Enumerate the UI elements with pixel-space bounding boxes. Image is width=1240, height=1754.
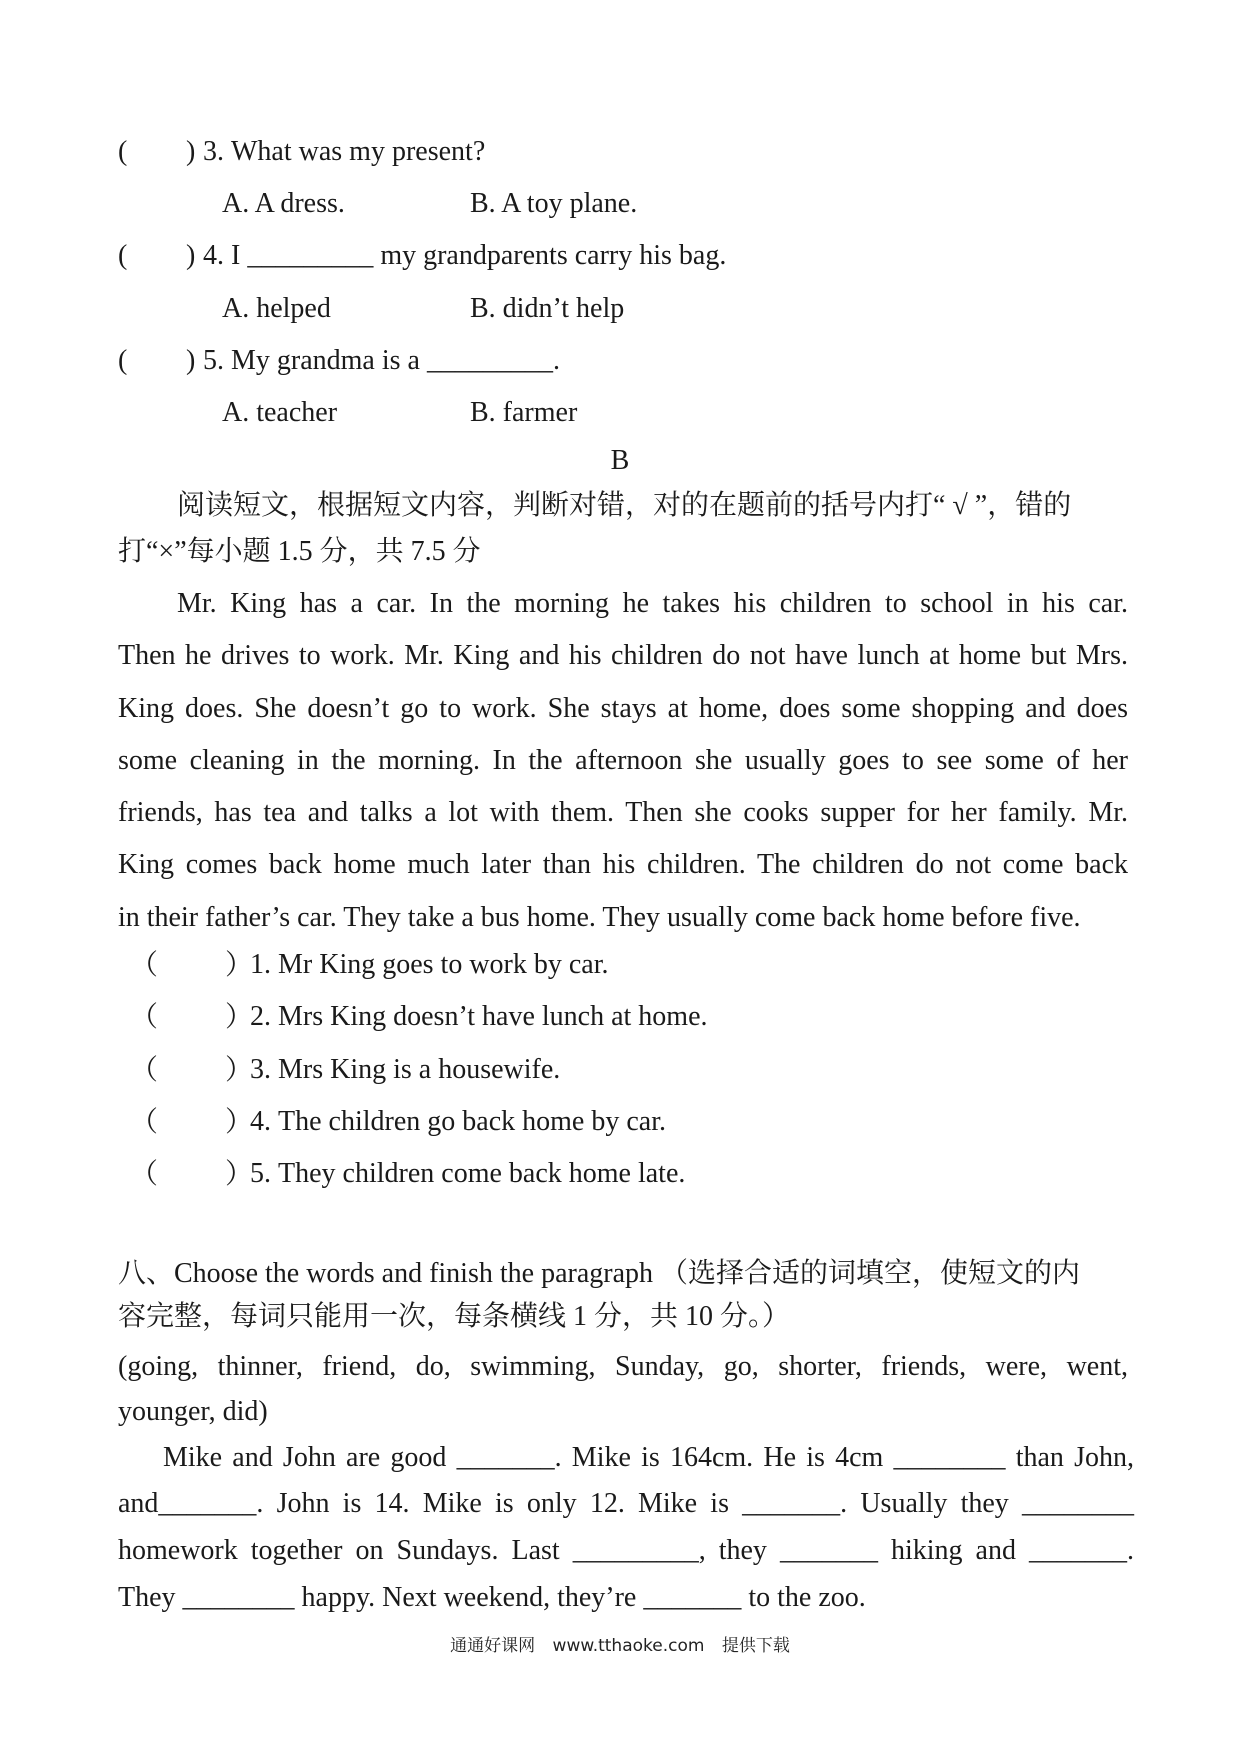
statement-text — [250, 991, 708, 1043]
statement-body: Mr King goes to work by car. — [278, 949, 609, 980]
statement-row — [130, 1096, 1128, 1148]
passage-line: Then he drives to work. Mr. King and his children do not have lunch at home but Mrs. — [118, 640, 1128, 672]
question-body: My grandma is a _________. — [231, 344, 560, 376]
footer-url: www.tthaoke.com — [552, 1636, 705, 1656]
answer-bracket-open: （ — [130, 1052, 159, 1086]
statement-row — [130, 939, 1128, 991]
word-bank — [118, 1344, 1128, 1434]
question-number: 5. — [203, 344, 224, 376]
instruction-line: 打“×”每小题 1.5 分，共 7.5 分 — [118, 536, 481, 567]
statement-number: 4. — [250, 1105, 271, 1137]
passage-line: some cleaning in the morning. In the afternoon she usually goes to see some of her — [118, 744, 1128, 776]
footer-suffix: 提供下载 — [721, 1636, 790, 1656]
answer-bracket-close: ) — [186, 344, 196, 376]
statement-number: 2. — [250, 1001, 271, 1033]
question-number: 4. — [203, 240, 224, 272]
page-footer — [0, 1634, 1240, 1658]
paragraph-line: Mike and John are good _______. Mike is 164cm. He is 4cm ________ than John, — [163, 1441, 1134, 1473]
paragraph-line: They ________ happy. Next weekend, they’re _______ to the zoo. — [118, 1581, 866, 1613]
question-row — [118, 335, 1128, 387]
answer-bracket-open: （ — [130, 1000, 159, 1034]
question-body: What was my present? — [231, 136, 486, 167]
answer-bracket-open: ( — [118, 344, 128, 376]
answer-bracket-close: ） — [225, 948, 254, 981]
statement-text — [250, 1096, 666, 1148]
statement-number: 1. — [250, 949, 271, 980]
reading-instructions — [118, 483, 1128, 575]
answer-bracket-open: （ — [130, 1157, 159, 1190]
question-text — [203, 126, 485, 178]
answer-bracket-close: ） — [225, 1052, 254, 1086]
answer-bracket-close: ） — [225, 1104, 254, 1138]
answer-bracket-open: （ — [130, 1104, 159, 1138]
question-text — [203, 335, 560, 387]
question-body: I _________ my grandparents carry his bag. — [231, 240, 727, 272]
statement-row — [130, 991, 1128, 1043]
question-text — [203, 230, 726, 282]
answer-bracket-close: ) — [186, 240, 196, 272]
statement-body: Mrs King doesn’t have lunch at home. — [278, 1001, 708, 1033]
option-b: B. farmer — [470, 396, 578, 428]
paragraph-line: and_______. John is 14. Mike is only 12. Mike is _______. Usually they ________ — [118, 1488, 1134, 1520]
statement-body: The children go back home by car. — [278, 1105, 666, 1137]
paragraph-line: homework together on Sundays. Last _________, they _______ hiking and _______. — [118, 1534, 1134, 1566]
statement-body: Mrs King is a housewife. — [278, 1053, 561, 1085]
passage-line: in their father’s car. They take a bus home. They usually come back home before five. — [118, 901, 1081, 933]
section-8-heading — [118, 1252, 1128, 1338]
answer-bracket-open: （ — [130, 948, 159, 981]
word-bank-line: (going, thinner, friend, do, swimming, Sunday, go, shorter, friends, were, went, — [118, 1350, 1128, 1382]
question-row — [118, 230, 1128, 282]
true-false-statements — [130, 939, 1128, 1200]
statement-number: 3. — [250, 1053, 271, 1085]
statement-number: 5. — [250, 1158, 271, 1189]
option-a: A. A dress. — [222, 188, 345, 220]
option-b: B. A toy plane. — [470, 188, 638, 220]
options-row — [118, 283, 1128, 335]
section-8-heading-line: 八、Choose the words and finish the paragraph （选择合适的词填空，使短文的内 — [118, 1258, 1080, 1289]
question-row — [118, 126, 1128, 178]
answer-bracket-close: ) — [186, 136, 196, 167]
statement-text — [250, 1044, 560, 1096]
options-row — [118, 387, 1128, 439]
option-a: A. helped — [222, 292, 331, 324]
option-a: A. teacher — [222, 396, 338, 428]
answer-bracket-open: ( — [118, 240, 128, 272]
reading-passage — [118, 578, 1128, 944]
answer-bracket-close: ） — [225, 1157, 254, 1190]
statement-row — [130, 1044, 1128, 1096]
statement-body: They children come back home late. — [278, 1158, 686, 1189]
fill-in-paragraph — [118, 1435, 1134, 1622]
statement-row — [130, 1148, 1128, 1200]
footer-site-name: 通通好课网 — [450, 1636, 536, 1656]
option-b: B. didn’t help — [470, 292, 625, 324]
passage-line: Mr. King has a car. In the morning he takes his children to school in his car. — [177, 588, 1128, 619]
listening-questions — [118, 126, 1128, 439]
question-number: 3. — [203, 136, 224, 167]
section-heading-b: B — [610, 445, 630, 476]
statement-text — [250, 939, 609, 991]
passage-line: King comes back home much later than his children. The children do not come back — [118, 849, 1128, 881]
statement-text — [250, 1148, 685, 1200]
passage-line: friends, has tea and talks a lot with them. Then she cooks supper for her family. Mr. — [118, 797, 1128, 829]
passage-line: King does. She doesn’t go to work. She stays at home, does some shopping and does — [118, 692, 1128, 724]
word-bank-line: younger, did) — [118, 1395, 268, 1427]
options-row — [118, 178, 1128, 230]
section-8-heading-line: 容完整，每词只能用一次，每条横线 1 分，共 10 分。） — [118, 1301, 791, 1332]
answer-bracket-open: ( — [118, 136, 128, 167]
answer-bracket-close: ） — [225, 1000, 254, 1034]
instruction-line: 阅读短文，根据短文内容，判断对错，对的在题前的括号内打“ √ ”，错的 — [177, 490, 1072, 521]
